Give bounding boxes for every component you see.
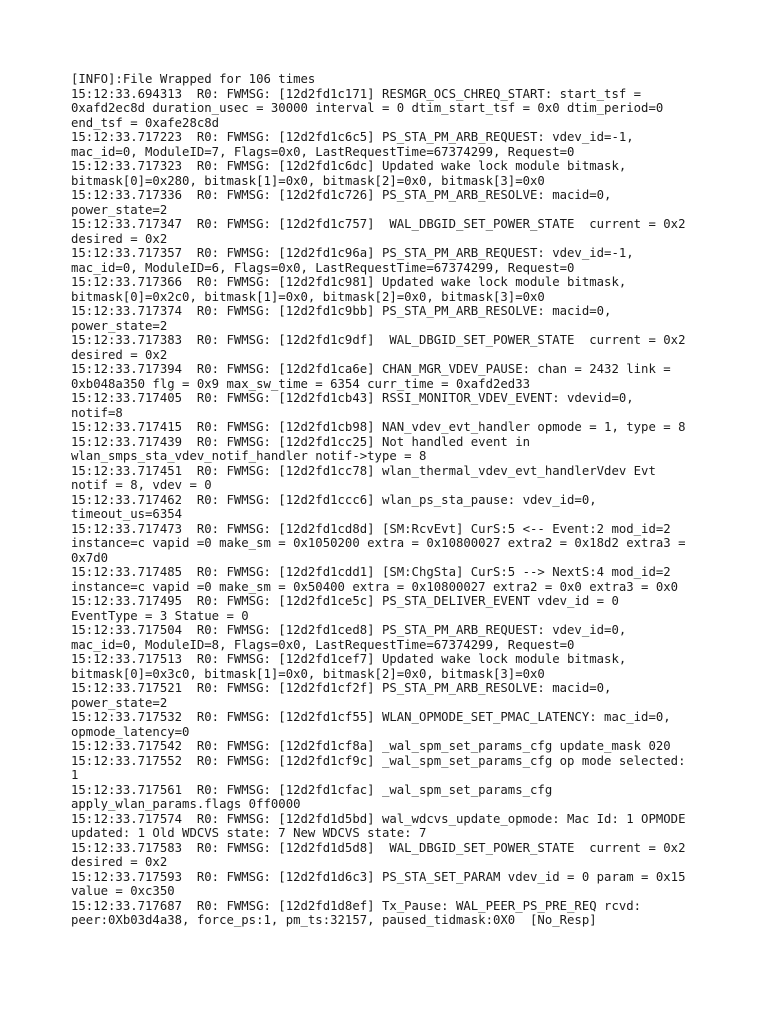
log-line: peer:0Xb03d4a38, force_ps:1, pm_ts:32157, paused_tidmask:0X0 [No_Resp] <box>71 913 597 927</box>
log-line: 15:12:33.694313 R0: FWMSG: [12d2fd1c171] RESMGR_OCS_CHREQ_START: start_tsf = <box>71 86 642 101</box>
log-line: desired = 0x2 <box>71 231 168 246</box>
log-line: EventType = 3 Statue = 0 <box>71 608 249 623</box>
log-line: 15:12:33.717504 R0: FWMSG: [12d2fd1ced8] PS_STA_PM_ARB_REQUEST: vdev_id=0, <box>71 623 627 637</box>
log-line: 15:12:33.717495 R0: FWMSG: [12d2fd1ce5c] PS_STA_DELIVER_EVENT vdev_id = 0 <box>71 594 619 608</box>
log-line: bitmask[0]=0x2c0, bitmask[1]=0x0, bitmask[2]=0x0, bitmask[3]=0x0 <box>71 289 545 304</box>
log-line: 15:12:33.717451 R0: FWMSG: [12d2fd1cc78] wlan_thermal_vdev_evt_handlerVdev Evt <box>71 463 656 478</box>
log-line: 15:12:33.717366 R0: FWMSG: [12d2fd1c981] Updated wake lock module bitmask, <box>71 275 627 289</box>
log-line: updated: 1 Old WDCVS state: 7 New WDCVS state: 7 <box>71 826 427 840</box>
log-line: 15:12:33.717323 R0: FWMSG: [12d2fd1c6dc] Updated wake lock module bitmask, <box>71 159 627 173</box>
log-line: 1 <box>71 768 79 782</box>
log-line: desired = 0x2 <box>71 347 168 362</box>
log-line: 15:12:33.717336 R0: FWMSG: [12d2fd1c726] PS_STA_PM_ARB_RESOLVE: macid=0, <box>71 188 612 202</box>
log-line: 15:12:33.717513 R0: FWMSG: [12d2fd1cef7] Updated wake lock module bitmask, <box>71 652 627 666</box>
log-line: mac_id=0, ModuleID=6, Flags=0x0, LastRequestTime=67374299, Request=0 <box>71 260 575 275</box>
log-line: 15:12:33.717521 R0: FWMSG: [12d2fd1cf2f] PS_STA_PM_ARB_RESOLVE: macid=0, <box>71 681 612 695</box>
log-line: 15:12:33.717405 R0: FWMSG: [12d2fd1cb43] RSSI_MONITOR_VDEV_EVENT: vdevid=0, <box>71 391 634 405</box>
log-line: 15:12:33.717593 R0: FWMSG: [12d2fd1d6c3] PS_STA_SET_PARAM vdev_id = 0 param = 0x15 <box>71 869 686 884</box>
log-line: notif=8 <box>71 405 123 420</box>
log-line: apply_wlan_params.flags 0ff0000 <box>71 797 301 811</box>
log-line: mac_id=0, ModuleID=7, Flags=0x0, LastRequestTime=67374299, Request=0 <box>71 144 575 159</box>
log-line: wlan_smps_sta_vdev_notif_handler notif->type = 8 <box>71 449 427 463</box>
log-line: 15:12:33.717394 R0: FWMSG: [12d2fd1ca6e] CHAN_MGR_VDEV_PAUSE: chan = 2432 link = <box>71 362 671 376</box>
log-line: instance=c vapid =0 make_sm = 0x1050200 extra = 0x10800027 extra2 = 0x18d2 extra3 = <box>71 536 686 550</box>
log-line: value = 0xc350 <box>71 884 175 898</box>
log-line: 15:12:33.717542 R0: FWMSG: [12d2fd1cf8a] _wal_spm_set_params_cfg update_mask 020 <box>71 739 671 753</box>
log-line: 15:12:33.717347 R0: FWMSG: [12d2fd1c757] WAL_DBGID_SET_POWER_STATE current = 0x2 <box>71 217 686 231</box>
log-line: desired = 0x2 <box>71 855 168 869</box>
log-line: 0xb048a350 flg = 0x9 max_sw_time = 6354 curr_time = 0xafd2ed33 <box>71 376 531 391</box>
log-line: instance=c vapid =0 make_sm = 0x50400 extra = 0x10800027 extra2 = 0x0 extra3 = 0x0 <box>71 579 679 594</box>
log-line: opmode_latency=0 <box>71 724 190 739</box>
log-line: 15:12:33.717532 R0: FWMSG: [12d2fd1cf55] WLAN_OPMODE_SET_PMAC_LATENCY: mac_id=0, <box>71 710 671 724</box>
log-line: bitmask[0]=0x3c0, bitmask[1]=0x0, bitmask[2]=0x0, bitmask[3]=0x0 <box>71 666 545 681</box>
log-line: 0x7d0 <box>71 550 109 565</box>
log-line: 0xafd2ec8d duration_usec = 30000 interval = 0 dtim_start_tsf = 0x0 dtim_period=0 <box>71 101 664 115</box>
log-line: power_state=2 <box>71 318 168 333</box>
log-line: 15:12:33.717473 R0: FWMSG: [12d2fd1cd8d] [SM:RcvEvt] CurS:5 <-- Event:2 mod_id=2 <box>71 521 671 536</box>
log-line: bitmask[0]=0x280, bitmask[1]=0x0, bitmask[2]=0x0, bitmask[3]=0x0 <box>71 173 545 188</box>
log-line: 15:12:33.717223 R0: FWMSG: [12d2fd1c6c5] PS_STA_PM_ARB_REQUEST: vdev_id=-1, <box>71 130 634 144</box>
log-text <box>71 72 711 928</box>
log-line: 15:12:33.717583 R0: FWMSG: [12d2fd1d5d8] WAL_DBGID_SET_POWER_STATE current = 0x2 <box>71 840 686 855</box>
log-line: 15:12:33.717552 R0: FWMSG: [12d2fd1cf9c] _wal_spm_set_params_cfg op mode selected: <box>71 753 686 768</box>
log-line: 15:12:33.717485 R0: FWMSG: [12d2fd1cdd1] [SM:ChgSta] CurS:5 --> NextS:4 mod_id=2 <box>71 565 671 579</box>
log-line: 15:12:33.717561 R0: FWMSG: [12d2fd1cfac] _wal_spm_set_params_cfg <box>71 782 553 797</box>
log-line: 15:12:33.717383 R0: FWMSG: [12d2fd1c9df] WAL_DBGID_SET_POWER_STATE current = 0x2 <box>71 333 686 347</box>
log-line: 15:12:33.717574 R0: FWMSG: [12d2fd1d5bd] wal_wdcvs_update_opmode: Mac Id: 1 OPMODE <box>71 811 686 826</box>
log-line: 15:12:33.717415 R0: FWMSG: [12d2fd1cb98] NAN_vdev_evt_handler opmode = 1, type = 8 <box>71 420 686 434</box>
log-line: power_state=2 <box>71 202 168 217</box>
log-line: power_state=2 <box>71 695 168 710</box>
log-line: [INFO]:File Wrapped for 106 times <box>71 72 316 86</box>
log-line: end_tsf = 0xafe28c8d <box>71 115 220 130</box>
log-line: 15:12:33.717687 R0: FWMSG: [12d2fd1d8ef] Tx_Pause: WAL_PEER_PS_PRE_REQ rcvd: <box>71 898 642 913</box>
log-line: timeout_us=6354 <box>71 507 183 521</box>
log-line: 15:12:33.717462 R0: FWMSG: [12d2fd1ccc6] wlan_ps_sta_pause: vdev_id=0, <box>71 492 597 507</box>
log-line: 15:12:33.717357 R0: FWMSG: [12d2fd1c96a] PS_STA_PM_ARB_REQUEST: vdev_id=-1, <box>71 246 634 260</box>
log-line: 15:12:33.717439 R0: FWMSG: [12d2fd1cc25] Not handled event in <box>71 434 531 449</box>
log-line: notif = 8, vdev = 0 <box>71 478 212 492</box>
log-line: 15:12:33.717374 R0: FWMSG: [12d2fd1c9bb] PS_STA_PM_ARB_RESOLVE: macid=0, <box>71 304 612 318</box>
log-line: mac_id=0, ModuleID=8, Flags=0x0, LastRequestTime=67374299, Request=0 <box>71 637 575 652</box>
